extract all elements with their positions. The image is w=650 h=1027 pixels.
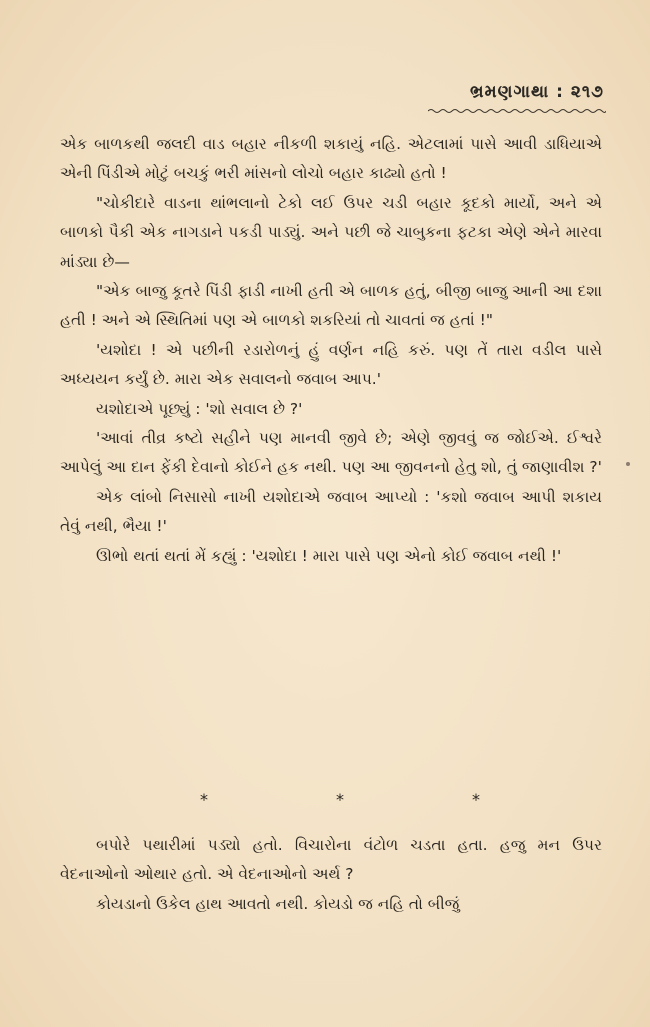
paragraph-9: બપોરે પથારીમાં પડ્યો હતો. વિચારોના વંટોળ ચડતા હતા. હજુ મન ઉપર વેદનાઓનો ઓથાર હતો. એ વેદનાઓનો અર્થ ? <box>60 836 602 884</box>
paragraph-10: કોયડાનો ઉકેલ હાથ આવતો નથી. કોયડો જ નહિ તો બીજું <box>96 894 460 913</box>
paragraph-3: "એક બાજુ કૂતરે પિંડી ફાડી નાખી હતી એ બાળક હતું, બીજી બાજુ આની આ દશા હતી ! અને એ સ્થિતિમાં પણ એ બાળકો શકરિયાં તો ચાવતાં જ હતાં !" <box>60 282 602 330</box>
paragraph-4: 'યશોદા ! એ પછીની રડારોળનું હું વર્ણન નહિ કરું. પણ તેં તારા વડીલ પાસે અધ્યયન કર્યું છે. મારા એક સવાલનો જવાબ આપ.' <box>60 340 602 389</box>
paragraph-2: "ચોકીદારે વાડના થાંભલાનો ટેકો લઈ ઉપર ચડી બહાર કૂદકો માર્યો, અને એ બાળકો પૈકી એક નાગડાને પકડી પાડ્યું. અને પછી જે ચાબુકના ફટકા એણે એને મારવા માંડ્યા છે— <box>60 193 602 271</box>
paragraph-6: 'આવાં તીવ્ર કષ્ટો સહીને પણ માનવી જીવે છે; એણે જીવવું જ જોઈએ. ઈશ્વરે આપેલું આ દાન ફેંકી દેવાનો કોઈને હક નથી. પણ આ જીવનનો હેતુ શો, તું જાણાવીશ ?' <box>60 429 602 477</box>
header-wavy-rule <box>428 108 606 114</box>
separator-star: * <box>336 790 344 809</box>
separator-star: * <box>200 790 208 809</box>
main-text-block <box>60 130 602 571</box>
running-header: ભ્રમણગાથા : ૨૧૭ <box>470 82 604 102</box>
continuation-text-block <box>60 831 602 919</box>
paragraph-7: એક લાંબો નિસાસો નાખી યશોદાએ જવાબ આપ્યો : 'કશો જવાબ આપી શકાય તેવું નથી, ભૈયા !' <box>60 487 602 536</box>
section-separator <box>200 790 480 809</box>
print-speck <box>626 462 630 466</box>
paragraph-5: યશોદાએ પૂછ્યું : 'શો સવાલ છે ?' <box>96 399 303 418</box>
separator-star: * <box>472 790 480 809</box>
paragraph-8: ઊભો થતાં થતાં મેં કહ્યું : 'યશોદા ! મારા પાસે પણ એનો કોઈ જવાબ નથી !' <box>96 546 562 565</box>
paragraph-1: એક બાળકથી જલદી વાડ બહાર નીકળી શકાયું નહિ. એટલામાં પાસે આવી ડાધિયાએ એની પિંડીએ મોટું બચકું ભરી માંસનો લોચો બહાર કાઢ્યો હતો ! <box>60 135 602 183</box>
